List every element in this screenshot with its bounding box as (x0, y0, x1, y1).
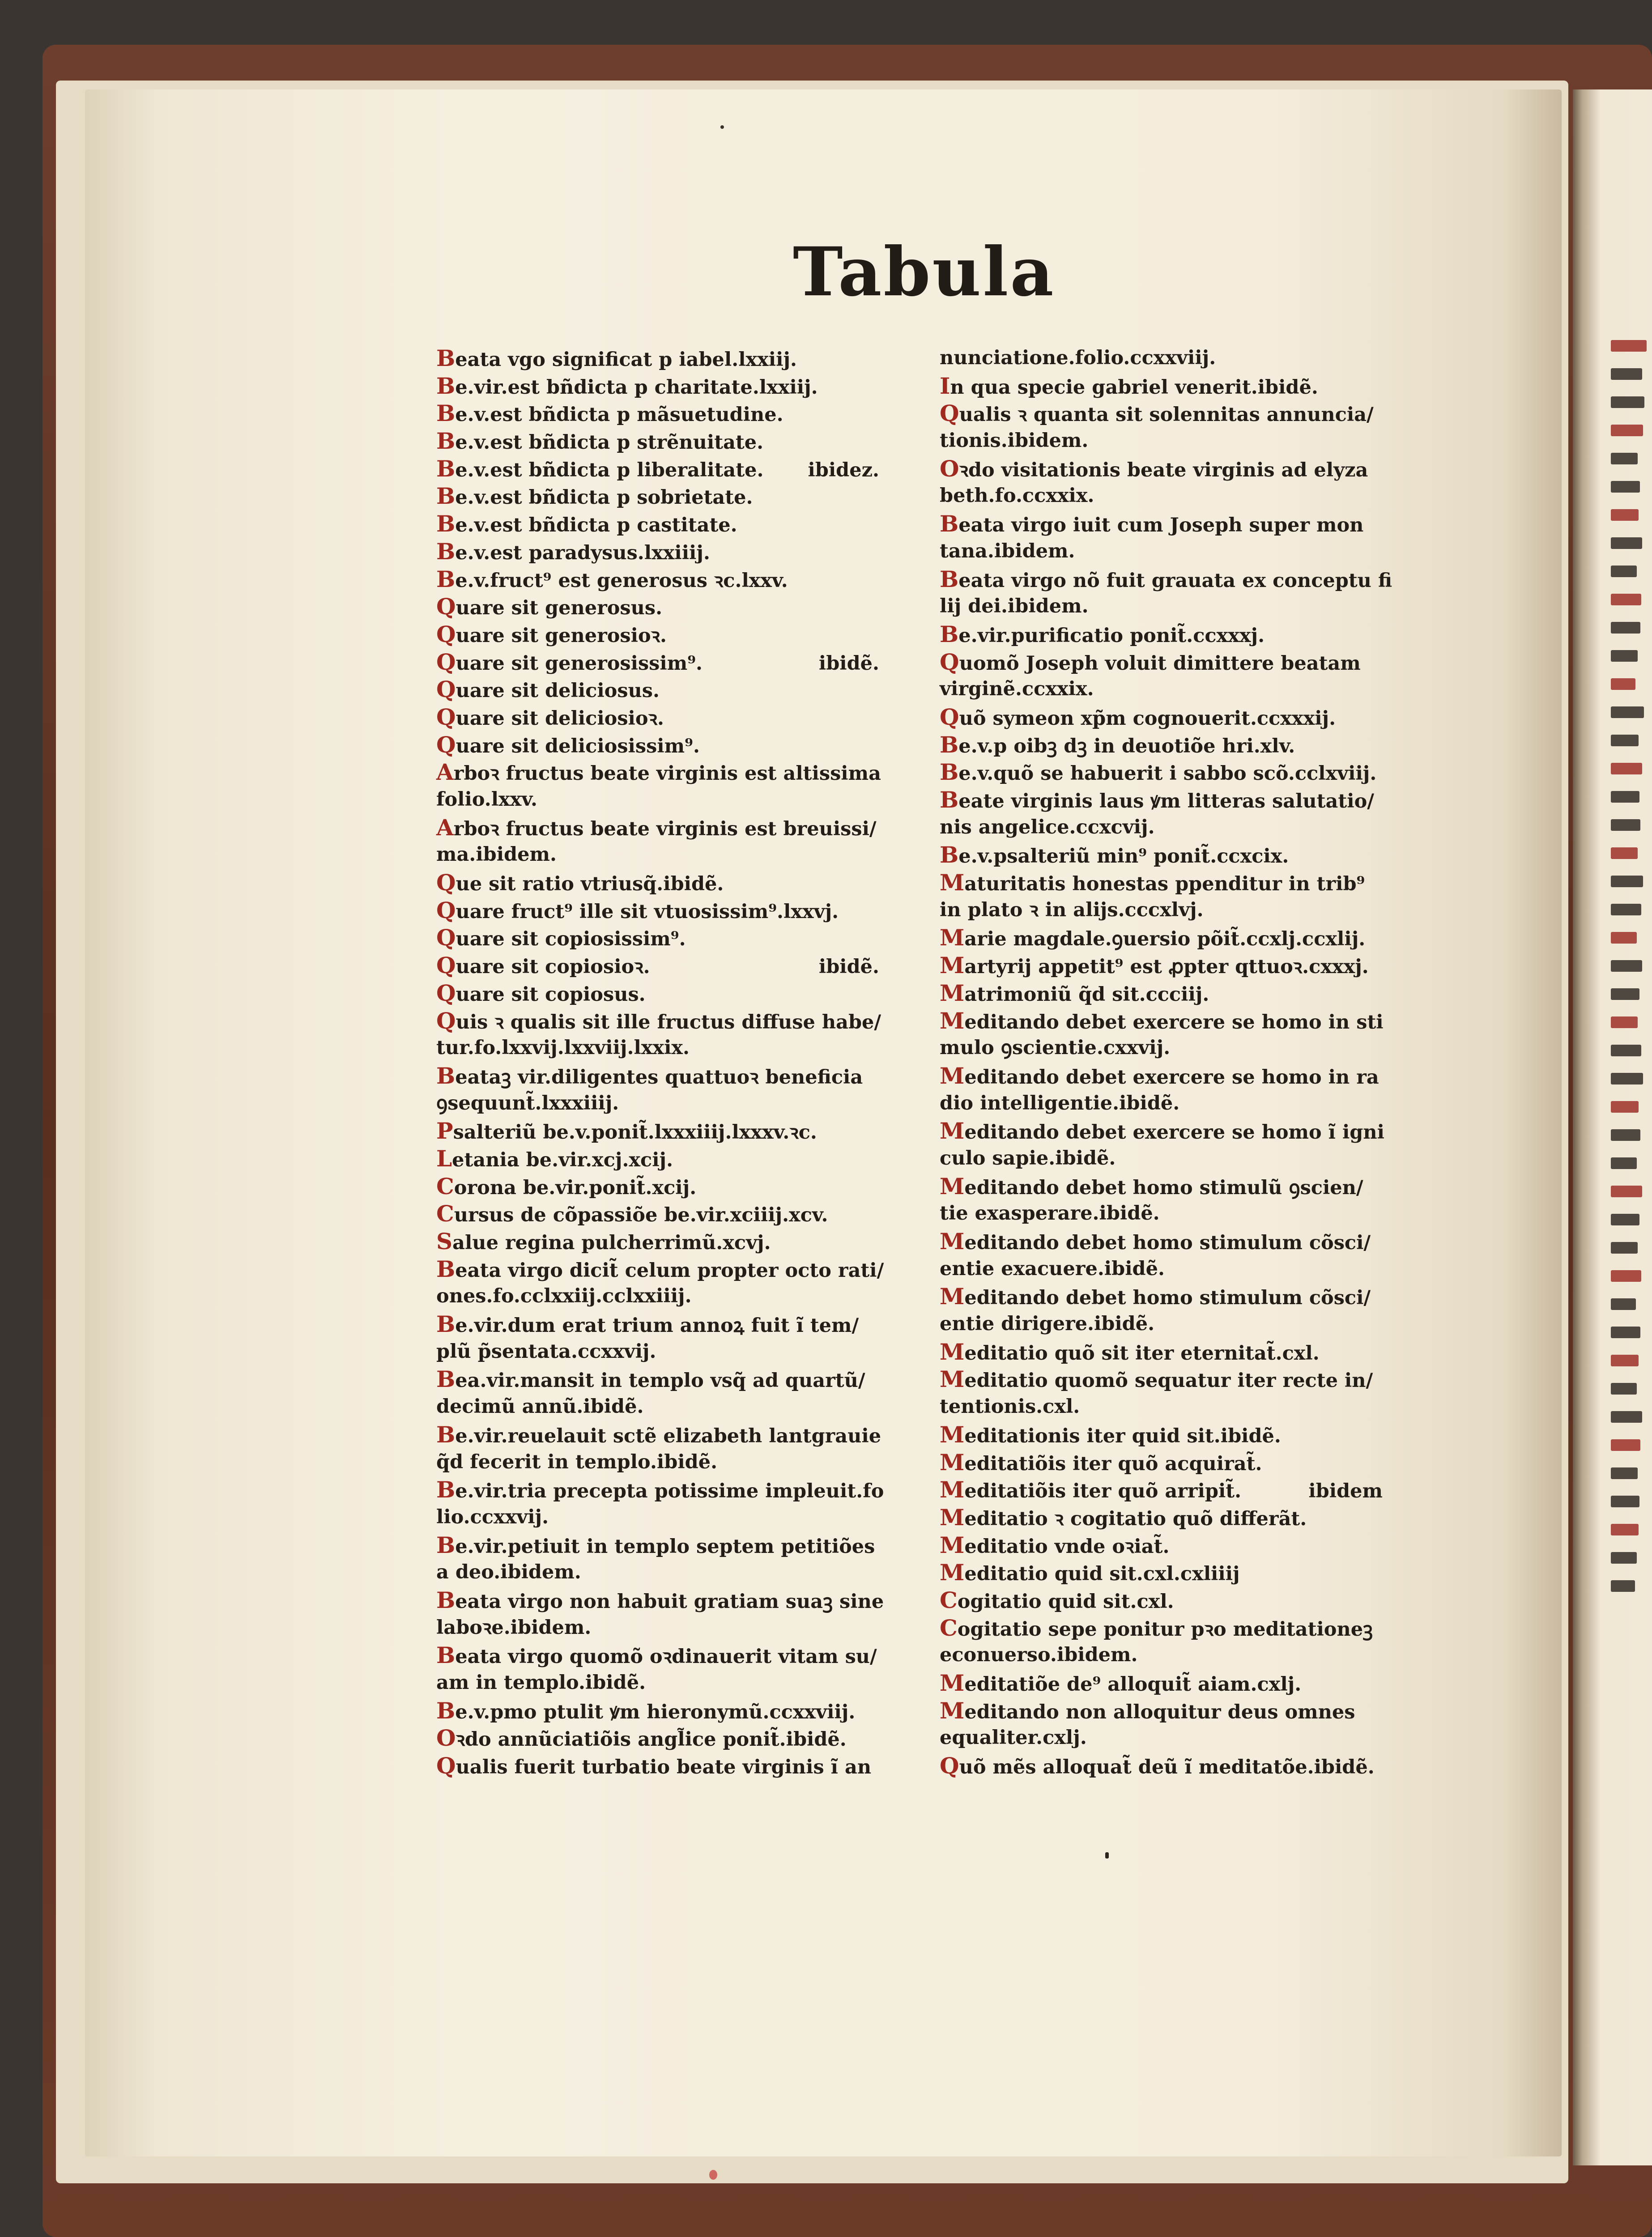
index-entry (940, 1586, 1409, 1614)
index-entry (436, 1255, 906, 1283)
index-entry (940, 731, 1409, 759)
adjacent-page-text-fragment (1611, 1270, 1641, 1282)
adjacent-page-text-fragment (1611, 368, 1642, 380)
adjacent-page-text-fragment (1611, 960, 1642, 972)
index-entry-text: Quare sit deliciosioꝛ. (436, 703, 664, 730)
index-entry (940, 1173, 1409, 1200)
index-entry-text: Cogitatio quid sit.cxl. (940, 1586, 1174, 1613)
index-entry (940, 1145, 1409, 1173)
index-entry-text: Meditatiõe de⁹ alloquit̃ aiam.cxlj. (940, 1670, 1302, 1696)
index-entry-text: Matrimoniũ q̃d sit.ccciij. (940, 979, 1209, 1006)
index-entry (436, 841, 906, 869)
index-entry (940, 400, 1409, 427)
index-column-left (436, 344, 906, 1780)
index-entry (940, 1642, 1409, 1669)
index-entry (436, 786, 906, 814)
adjacent-page-text-fragment (1611, 706, 1644, 718)
index-entry-text: Be.v.est paradysus.lxxiiij. (436, 538, 710, 565)
index-entry-text: Qualis fuerit turbatio beate virginis ĩ an (436, 1752, 872, 1779)
index-entry-text: Be.v.pmo ptulit ꝟm hieronymũ.ccxxviij. (436, 1697, 856, 1724)
adjacent-page-text-fragment (1611, 876, 1643, 887)
index-entry-text: Beate virginis laus ꝟm litteras salutatio/ (940, 787, 1374, 813)
index-entry-text: Beata virgo nõ fuit grauata ex conceptu fi (940, 566, 1392, 592)
index-entry-text: equaliter.cxlj. (940, 1727, 1087, 1749)
index-entry (436, 648, 906, 676)
index-entry (436, 372, 906, 400)
index-entry (940, 1724, 1409, 1752)
adjacent-page-text-fragment (1611, 791, 1639, 803)
index-column-right (940, 344, 1409, 1780)
adjacent-page-text-fragment (1611, 650, 1638, 662)
index-entry (436, 427, 906, 455)
index-entry-reference: ibidem (1308, 1480, 1383, 1503)
index-entry-text: folio.lxxv. (436, 788, 537, 811)
adjacent-page-text-fragment (1611, 932, 1637, 944)
index-entry (436, 1145, 906, 1173)
index-entry (436, 400, 906, 427)
index-entry-text: Quõ mẽs alloquat̃ deũ ĩ meditatõe.ibidẽ. (940, 1752, 1375, 1779)
index-entry (940, 621, 1409, 648)
index-entry (940, 1476, 1409, 1504)
index-entry-text: decimũ annũ.ibidẽ. (436, 1395, 644, 1418)
index-entry-text: tie exasperare.ibidẽ. (940, 1202, 1160, 1225)
index-entry-text: Psalteriũ be.v.ponit̃.lxxxiiij.lxxxv.ꝛc. (436, 1118, 817, 1144)
ink-speck (1105, 1852, 1109, 1858)
index-entry (436, 758, 906, 786)
index-entry-reference: ibidez. (808, 459, 879, 481)
adjacent-page-text-fragment (1611, 1524, 1639, 1535)
adjacent-page-text-fragment (1611, 1439, 1640, 1451)
index-entry-text: Corona be.vir.ponit̃.xcij. (436, 1173, 697, 1199)
index-entry (940, 1034, 1409, 1062)
index-entry-text: Quare sit copiosissim⁹. (436, 924, 686, 951)
index-entry (940, 1117, 1409, 1145)
index-entry (436, 1365, 906, 1393)
index-entry (940, 1062, 1409, 1090)
index-entry (436, 1200, 906, 1228)
index-entry-text: tionis.ibidem. (940, 430, 1089, 452)
index-entry-text: Qualis ꝛ quanta sit solennitas annuncia/ (940, 400, 1374, 427)
index-entry-text: Que sit ratio vtriusq̃.ibidẽ. (436, 869, 724, 896)
index-entry-text: Beata virgo iuit cum Joseph super mon (940, 510, 1364, 537)
adjacent-page-text-fragment (1611, 537, 1642, 549)
index-entry-text: lij dei.ibidem. (940, 595, 1089, 618)
index-entry (436, 1310, 906, 1338)
index-entry-text: Quare sit copiosus. (436, 979, 646, 1006)
adjacent-page-text-fragment (1611, 1298, 1636, 1310)
index-entry (940, 648, 1409, 676)
index-entry-text: tur.fo.lxxvij.lxxviij.lxxix. (436, 1037, 690, 1059)
index-entry-text: Beata virgo dicit̃ celum propter octo rati/ (436, 1255, 884, 1282)
index-entry-text: mulo ꝯscientie.cxxvij. (940, 1037, 1171, 1059)
index-entry (940, 510, 1409, 538)
index-entry-text: Bea.vir.mansit in templo vsq̃ ad quartũ/ (436, 1366, 865, 1393)
index-entry-text: Quare sit generosissim⁹. (436, 648, 703, 675)
index-entry (436, 1421, 906, 1449)
adjacent-page-text-fragment (1611, 1016, 1638, 1028)
adjacent-page-text-fragment (1611, 904, 1641, 915)
index-entry (436, 1559, 906, 1586)
index-entry-text: Oꝛdo visitationis beate virginis ad elyza (940, 455, 1368, 482)
index-entry-text: Beata vgo significat p iabel.lxxiij. (436, 345, 797, 371)
index-entry-text: dio intelligentie.ibidẽ. (940, 1092, 1180, 1114)
index-entry-text: Meditatiõis iter quõ acquirat̃. (940, 1449, 1262, 1476)
index-entry (940, 1007, 1409, 1035)
index-entry-text: Be.v.fruct⁹ est generosus ꝛc.lxxv. (436, 566, 788, 592)
index-entry (940, 482, 1409, 510)
index-entry (436, 566, 906, 593)
index-entry (436, 1338, 906, 1366)
index-entry-text: Meditando debet homo stimulũ ꝯscien/ (940, 1173, 1363, 1199)
index-entry (940, 1559, 1409, 1586)
adjacent-page-text-fragment (1611, 735, 1639, 746)
index-entry (436, 621, 906, 648)
index-entry-text: Meditando debet exercere se homo in ra (940, 1062, 1379, 1089)
index-entry-text: Be.v.est bñdicta p mãsuetudine. (436, 400, 783, 427)
adjacent-page-text-fragment (1611, 1467, 1638, 1479)
adjacent-page-text-fragment (1611, 509, 1639, 521)
index-entry-text: a deo.ibidem. (436, 1561, 581, 1584)
index-entry (940, 1393, 1409, 1421)
index-entry-text: ones.fo.cclxxiij.cclxxiiij. (436, 1285, 692, 1308)
index-entry (436, 703, 906, 731)
adjacent-page-text-fragment (1611, 1327, 1640, 1338)
adjacent-page-text-fragment (1611, 425, 1643, 436)
index-entry-text: Cogitatio sepe ponitur pꝛo meditationeꝫ (940, 1614, 1373, 1641)
red-stain (709, 2170, 717, 2180)
index-entry-text: Meditando debet exercere se homo ĩ igni (940, 1118, 1384, 1144)
index-entry (436, 593, 906, 621)
adjacent-page-text-fragment (1611, 1242, 1638, 1254)
index-entry (436, 1117, 906, 1145)
index-entry-text: nis angelice.ccxcvij. (940, 816, 1155, 838)
index-entry (436, 1173, 906, 1200)
index-entry (436, 924, 906, 952)
index-entry (940, 1614, 1409, 1642)
ink-speck (720, 125, 724, 129)
index-entry-text: tentionis.cxl. (940, 1395, 1080, 1418)
index-entry (436, 814, 906, 842)
index-entry-text: Quõ symeon xp̃m cognouerit.ccxxxij. (940, 703, 1336, 730)
index-entry (940, 1449, 1409, 1476)
index-entry-text: entie dirigere.ibidẽ. (940, 1313, 1155, 1335)
index-entry-text: Beata virgo quomõ oꝛdinauerit vitam su/ (436, 1642, 877, 1669)
adjacent-page-text-fragment (1611, 1214, 1639, 1225)
index-entry-text: Quis ꝛ qualis sit ille fructus diffuse habe/ (436, 1007, 881, 1034)
index-entry (436, 1586, 906, 1614)
index-entry-text: Quare sit generosus. (436, 593, 663, 620)
index-entry (940, 924, 1409, 952)
index-entry (940, 1310, 1409, 1338)
index-entry (940, 1090, 1409, 1118)
index-entry (940, 979, 1409, 1007)
index-entry-text: Meditatio quõ sit iter eternitat̃.cxl. (940, 1338, 1320, 1365)
index-entry-text: tana.ibidem. (940, 540, 1075, 562)
index-entry-text: lio.ccxxvij. (436, 1506, 549, 1528)
index-entry (940, 1200, 1409, 1228)
index-entry (436, 897, 906, 924)
index-entry (940, 1669, 1409, 1697)
index-entry (436, 538, 906, 566)
adjacent-page-text-fragment (1611, 1383, 1637, 1395)
index-entry (940, 455, 1409, 483)
index-entry-text: Quare sit copiosioꝛ. (436, 952, 650, 979)
index-entry-text: Meditatio ꝛ cogitatio quõ differãt. (940, 1504, 1307, 1531)
index-entry (940, 758, 1409, 786)
index-entry (940, 1255, 1409, 1283)
index-entry (940, 703, 1409, 731)
index-entry-text: Meditando debet homo stimulum cõsci/ (940, 1228, 1371, 1255)
adjacent-page-text-fragment (1611, 594, 1641, 605)
index-entry (940, 427, 1409, 455)
index-entry (436, 1697, 906, 1725)
index-entry-text: Quare sit generosioꝛ. (436, 621, 667, 647)
adjacent-page-text-fragment (1611, 340, 1647, 352)
adjacent-page-text-fragment (1611, 678, 1635, 690)
adjacent-page-text-fragment (1611, 1411, 1642, 1423)
index-entry (436, 1476, 906, 1504)
index-entry-text: Salue regina pulcherrimũ.xcvj. (436, 1228, 771, 1255)
index-entry (940, 538, 1409, 566)
index-entry-text: Beataꝫ vir.diligentes quattuoꝛ beneficia (436, 1062, 863, 1089)
index-entry (940, 786, 1409, 814)
index-entry-text: am in templo.ibidẽ. (436, 1671, 646, 1694)
index-entry (436, 1449, 906, 1476)
index-entry-text: virginẽ.ccxxix. (940, 678, 1094, 701)
index-entry (940, 1228, 1409, 1255)
index-entry (436, 1090, 906, 1118)
index-entry (940, 593, 1409, 621)
index-entry-text: plũ p̃sentata.ccxxvij. (436, 1340, 656, 1363)
adjacent-page-text-fragment (1611, 453, 1638, 464)
index-entry-text: Be.vir.purificatio ponit̃.ccxxxj. (940, 621, 1265, 647)
index-entry (940, 1531, 1409, 1559)
index-entry (940, 1421, 1409, 1449)
index-entry-text: beth.fo.ccxxix. (940, 485, 1094, 507)
index-entry-text: Martyrij appetit⁹ est ꝓpter qttuoꝛ.cxxxj. (940, 952, 1369, 979)
index-entry-text: Be.v.quõ se habuerit i sabbo scõ.cclxviij. (940, 759, 1377, 786)
index-entry (940, 814, 1409, 842)
adjacent-page-text-fragment (1611, 988, 1639, 1000)
adjacent-page-text-fragment (1611, 1129, 1640, 1141)
index-entry (436, 731, 906, 759)
index-entry-text: entie exacuere.ibidẽ. (940, 1257, 1165, 1280)
index-entry-text: Arboꝛ fructus beate virginis est altissima (436, 759, 881, 786)
index-entry-text: Be.vir.reuelauit sctẽ elizabeth lantgrauie (436, 1421, 881, 1448)
index-entry (436, 1228, 906, 1255)
index-entry (940, 1283, 1409, 1310)
index-entry (436, 676, 906, 703)
index-entry-reference: ibidẽ. (818, 652, 879, 675)
index-entry-text: Be.vir.petiuit in templo septem petitiões (436, 1531, 875, 1558)
adjacent-page-text-fragment (1611, 1073, 1643, 1084)
index-entry-text: in plato ꝛ in alijs.cccxlvj. (940, 898, 1204, 921)
adjacent-page-text-fragment (1611, 1045, 1641, 1056)
index-entry-text: Meditatiõis iter quõ arripit̃. (940, 1476, 1242, 1503)
index-entry (940, 676, 1409, 703)
index-entry-text: laboꝛe.ibidem. (436, 1616, 592, 1639)
index-entry (436, 1007, 906, 1035)
adjacent-page-text-fragment (1611, 396, 1644, 408)
index-entry-text: Meditatio quomõ sequatur iter recte in/ (940, 1366, 1373, 1393)
index-entry-text: Arboꝛ fructus beate virginis est breuissi/ (436, 814, 877, 841)
index-entry (436, 1034, 906, 1062)
index-entry-text: Be.vir.est bñdicta p charitate.lxxiij. (436, 372, 818, 399)
adjacent-page-text-fragment (1611, 1101, 1639, 1113)
index-entry (436, 979, 906, 1007)
index-entry (940, 841, 1409, 869)
page-title: Tabula (793, 233, 1056, 311)
adjacent-page-text-fragment (1611, 1580, 1635, 1592)
adjacent-page-text-fragment (1611, 763, 1642, 774)
index-entry-reference: ibidẽ. (818, 956, 879, 978)
adjacent-page-text-fragment (1611, 1186, 1642, 1197)
adjacent-page-text-fragment (1611, 481, 1640, 493)
index-entry-text: Quare sit deliciosus. (436, 676, 660, 703)
index-entry-text: q̃d fecerit in templo.ibidẽ. (436, 1450, 718, 1473)
index-entry-text: Oꝛdo annũciatiõis angl̃ice ponit̃.ibidẽ. (436, 1725, 847, 1752)
index-entry (436, 1724, 906, 1752)
index-entry (940, 372, 1409, 400)
index-entry-text: Quare sit deliciosissim⁹. (436, 731, 700, 758)
index-entry-text: Marie magdale.ꝯuersio põit̃.ccxlj.ccxlij. (940, 924, 1366, 951)
index-entry-text: Meditatio quid sit.cxl.cxliiij (940, 1559, 1240, 1586)
index-entry-text: Be.vir.tria precepta potissime impleuit.fo (436, 1476, 884, 1503)
index-entry (436, 952, 906, 979)
index-entry (436, 1531, 906, 1559)
index-entry-text: Meditando non alloquitur deus omnes (940, 1697, 1355, 1724)
index-entry (940, 1504, 1409, 1531)
index-entry-text: econuerso.ibidem. (940, 1644, 1138, 1667)
index-entry (436, 1614, 906, 1642)
index-entry-text: Cursus de cõpassiõe be.vir.xciiij.xcv. (436, 1200, 828, 1227)
index-entry-text: ꝯsequunt̃.lxxxiiij. (436, 1092, 619, 1114)
index-entry (436, 510, 906, 538)
index-entry-text: Meditando debet exercere se homo in sti (940, 1007, 1384, 1034)
adjacent-page-text-fragment (1611, 819, 1640, 831)
adjacent-page-text-fragment (1611, 622, 1640, 634)
index-entry (940, 1697, 1409, 1725)
index-entry (436, 1393, 906, 1421)
index-entry (940, 952, 1409, 979)
index-entry-text: Be.v.psalteriũ min⁹ ponit̃.ccxcix. (940, 842, 1289, 868)
index-entry-text: Meditatio vnde oꝛiat̃. (940, 1531, 1170, 1558)
index-entry-text: nunciatione.folio.ccxxviij. (940, 347, 1216, 369)
index-entry (436, 1752, 906, 1780)
index-entry (940, 1365, 1409, 1393)
index-entry-text: ma.ibidem. (436, 843, 557, 866)
adjacent-page-text-fragment (1611, 566, 1637, 577)
index-entry-text: Maturitatis honestas ppenditur in trib⁹ (940, 869, 1365, 896)
index-entry-text: Be.v.est bñdicta p strẽnuitate. (436, 428, 764, 455)
index-entry (436, 1062, 906, 1090)
index-entry-text: Be.v.est bñdicta p sobrietate. (436, 483, 753, 510)
index-entry-text: Be.v.p oibꝫ dꝫ in deuotiõe hri.xlv. (940, 731, 1295, 758)
index-entry (436, 1669, 906, 1697)
index-entry-text: Be.vir.dum erat trium annoꝝ fuit ĩ tem/ (436, 1311, 859, 1338)
index-entry (940, 566, 1409, 593)
index-entry-text: Meditationis iter quid sit.ibidẽ. (940, 1421, 1281, 1448)
index-entry (940, 344, 1409, 372)
index-entry (436, 869, 906, 897)
index-entry (436, 455, 906, 483)
index-entry (436, 1642, 906, 1669)
index-entry (940, 897, 1409, 924)
index-entry-text: Quare fruct⁹ ille sit vtuosissim⁹.lxxvj. (436, 897, 839, 923)
index-entry (940, 869, 1409, 897)
index-entry (940, 1338, 1409, 1366)
adjacent-page-text-fragment (1611, 847, 1638, 859)
index-entry-text: Quomõ Joseph voluit dimittere beatam (940, 648, 1361, 675)
index-entry-text: culo sapie.ibidẽ. (940, 1147, 1116, 1170)
index-entry (436, 482, 906, 510)
adjacent-page-text-fragment (1611, 1496, 1639, 1507)
index-entry (436, 1504, 906, 1531)
index-entry-text: Beata virgo non habuit gratiam suaꝫ sine (436, 1586, 884, 1613)
adjacent-page-text-fragment (1611, 1552, 1637, 1564)
adjacent-page-text-fragment (1611, 1157, 1637, 1169)
index-entry (436, 344, 906, 372)
index-entry-text: In qua specie gabriel venerit.ibidẽ. (940, 372, 1318, 399)
index-entry-text: Letania be.vir.xcj.xcij. (436, 1145, 673, 1172)
index-entry-text: Be.v.est bñdicta p liberalitate. (436, 455, 764, 482)
adjacent-page-text-fragment (1611, 1355, 1639, 1366)
index-entry (436, 1283, 906, 1310)
index-entry-text: Be.v.est bñdicta p castitate. (436, 510, 737, 537)
index-entry-text: Meditando debet homo stimulum cõsci/ (940, 1283, 1371, 1310)
index-entry (940, 1752, 1409, 1780)
